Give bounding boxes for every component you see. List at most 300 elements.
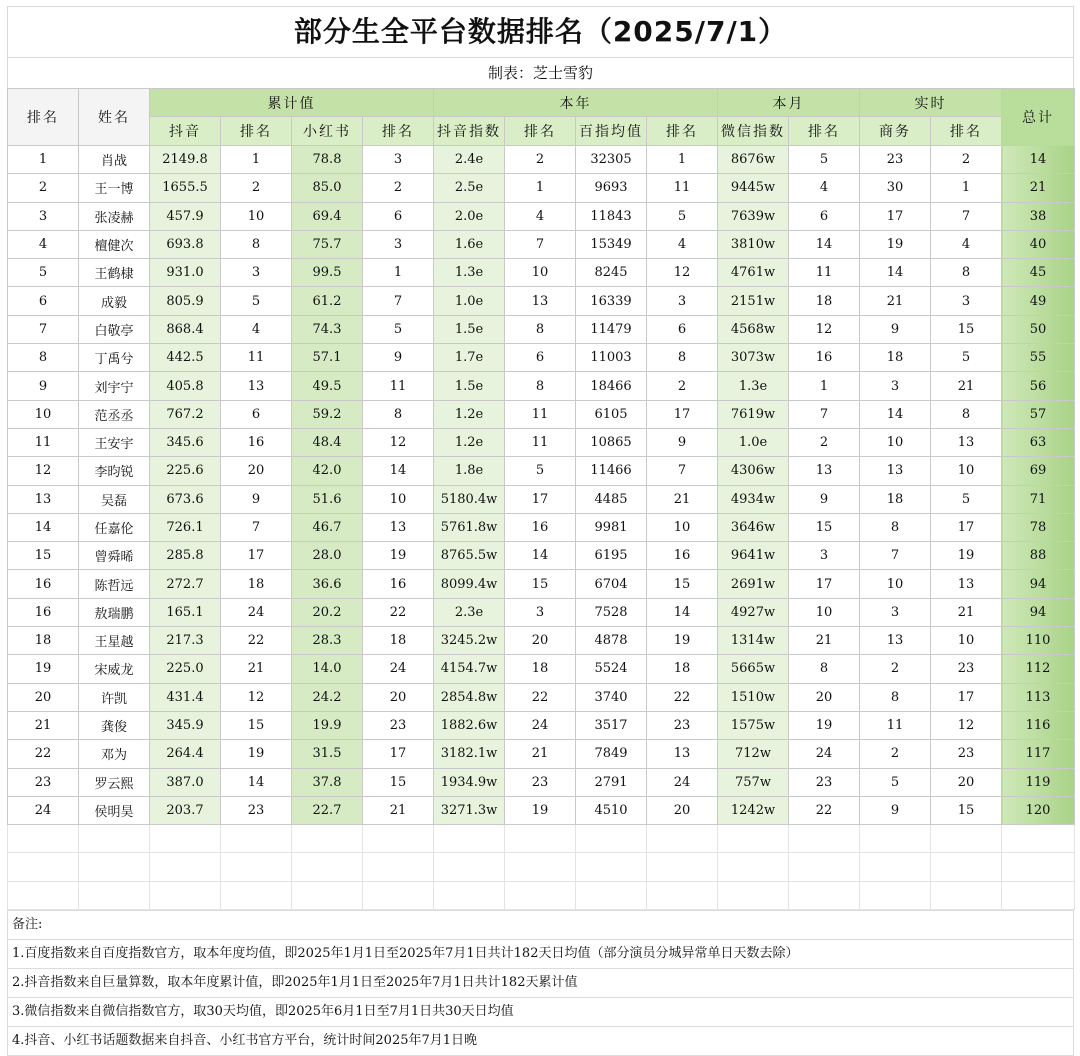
cell-business-rank: 8 (931, 259, 1002, 287)
cell-baidu-rank: 10 (647, 513, 718, 541)
cell-rank: 15 (8, 542, 79, 570)
cell-name: 吴磊 (79, 485, 150, 513)
cell-douyin-rank: 13 (221, 372, 292, 400)
cell-douyin: 345.6 (150, 428, 221, 456)
cell-baidu-avg: 32305 (576, 146, 647, 174)
cell-baidu-avg: 18466 (576, 372, 647, 400)
cell-name: 邓为 (79, 740, 150, 768)
cell-baidu-rank: 1 (647, 146, 718, 174)
cell-douyin: 868.4 (150, 315, 221, 343)
cell-baidu-avg: 3740 (576, 683, 647, 711)
cell-xiaohongshu-rank: 14 (363, 457, 434, 485)
cell-xiaohongshu-rank: 19 (363, 542, 434, 570)
cell-baidu-rank: 11 (647, 174, 718, 202)
cell-xiaohongshu-rank: 18 (363, 627, 434, 655)
cell-douyin-index-rank: 3 (505, 598, 576, 626)
cell-wechat-index: 1314w (718, 627, 789, 655)
cell-douyin-index-rank: 19 (505, 796, 576, 824)
header-name: 姓名 (79, 89, 150, 146)
cell-xiaohongshu-rank: 3 (363, 230, 434, 258)
cell-douyin-rank: 2 (221, 174, 292, 202)
cell-rank: 19 (8, 655, 79, 683)
cell-douyin: 1655.5 (150, 174, 221, 202)
cell-douyin-rank: 24 (221, 598, 292, 626)
cell-douyin-index-rank: 11 (505, 428, 576, 456)
cell-douyin-index-rank: 2 (505, 146, 576, 174)
cell-baidu-rank: 22 (647, 683, 718, 711)
cell-total: 57 (1002, 400, 1075, 428)
cell-wechat-index: 4568w (718, 315, 789, 343)
cell-name: 任嘉伦 (79, 513, 150, 541)
table-row (8, 287, 1075, 315)
cell-douyin: 431.4 (150, 683, 221, 711)
cell-wechat-rank: 7 (789, 400, 860, 428)
cell-wechat-index: 3810w (718, 230, 789, 258)
cell-douyin-rank: 8 (221, 230, 292, 258)
table-row (8, 598, 1075, 626)
cell-business: 17 (860, 202, 931, 230)
cell-xiaohongshu-rank: 15 (363, 768, 434, 796)
cell-douyin: 405.8 (150, 372, 221, 400)
cell-baidu-rank: 18 (647, 655, 718, 683)
table-row (8, 344, 1075, 372)
cell-name: 龚俊 (79, 711, 150, 739)
cell-douyin: 805.9 (150, 287, 221, 315)
cell-business: 9 (860, 315, 931, 343)
cell-rank: 11 (8, 428, 79, 456)
cell-business: 30 (860, 174, 931, 202)
cell-xiaohongshu: 69.4 (292, 202, 363, 230)
cell-douyin-rank: 17 (221, 542, 292, 570)
cell-douyin-index-rank: 1 (505, 174, 576, 202)
cell-rank: 9 (8, 372, 79, 400)
cell-douyin-index-rank: 21 (505, 740, 576, 768)
cell-total: 119 (1002, 768, 1075, 796)
cell-xiaohongshu: 14.0 (292, 655, 363, 683)
cell-baidu-rank: 5 (647, 202, 718, 230)
cell-douyin-index: 2854.8w (434, 683, 505, 711)
cell-rank: 2 (8, 174, 79, 202)
cell-business-rank: 13 (931, 570, 1002, 598)
cell-total: 78 (1002, 513, 1075, 541)
cell-xiaohongshu: 51.6 (292, 485, 363, 513)
cell-wechat-index: 9445w (718, 174, 789, 202)
cell-douyin-index: 1.8e (434, 457, 505, 485)
cell-xiaohongshu: 61.2 (292, 287, 363, 315)
cell-rank: 4 (8, 230, 79, 258)
cell-name: 许凯 (79, 683, 150, 711)
cell-douyin-index-rank: 13 (505, 287, 576, 315)
cell-xiaohongshu: 74.3 (292, 315, 363, 343)
cell-baidu-avg: 4878 (576, 627, 647, 655)
cell-douyin-index: 5761.8w (434, 513, 505, 541)
cell-wechat-rank: 20 (789, 683, 860, 711)
cell-xiaohongshu: 37.8 (292, 768, 363, 796)
cell-xiaohongshu: 57.1 (292, 344, 363, 372)
cell-wechat-rank: 2 (789, 428, 860, 456)
cell-xiaohongshu-rank: 6 (363, 202, 434, 230)
cell-douyin-index-rank: 8 (505, 315, 576, 343)
cell-business-rank: 15 (931, 796, 1002, 824)
cell-total: 45 (1002, 259, 1075, 287)
ranking-sheet (7, 6, 1074, 1056)
table-row (8, 485, 1075, 513)
cell-wechat-rank: 23 (789, 768, 860, 796)
table-row (8, 542, 1075, 570)
cell-total: 56 (1002, 372, 1075, 400)
cell-baidu-rank: 19 (647, 627, 718, 655)
cell-wechat-index: 5665w (718, 655, 789, 683)
cell-business-rank: 7 (931, 202, 1002, 230)
cell-wechat-rank: 16 (789, 344, 860, 372)
cell-baidu-rank: 20 (647, 796, 718, 824)
cell-wechat-rank: 18 (789, 287, 860, 315)
cell-baidu-avg: 2791 (576, 768, 647, 796)
cell-wechat-index: 7639w (718, 202, 789, 230)
header-baidu-avg: 百指均值 (576, 117, 647, 146)
cell-douyin: 2149.8 (150, 146, 221, 174)
cell-total: 120 (1002, 796, 1075, 824)
table-row (8, 796, 1075, 824)
cell-douyin-index-rank: 17 (505, 485, 576, 513)
cell-douyin-index-rank: 24 (505, 711, 576, 739)
cell-rank: 13 (8, 485, 79, 513)
cell-douyin: 726.1 (150, 513, 221, 541)
cell-name: 王星越 (79, 627, 150, 655)
cell-total: 69 (1002, 457, 1075, 485)
header-rank-business: 排名 (931, 117, 1002, 146)
cell-douyin-index: 4154.7w (434, 655, 505, 683)
cell-wechat-rank: 1 (789, 372, 860, 400)
cell-baidu-rank: 16 (647, 542, 718, 570)
cell-wechat-index: 1575w (718, 711, 789, 739)
cell-business-rank: 17 (931, 513, 1002, 541)
table-row (8, 683, 1075, 711)
cell-name: 范丞丞 (79, 400, 150, 428)
header-rank-wechat: 排名 (789, 117, 860, 146)
cell-xiaohongshu: 22.7 (292, 796, 363, 824)
table-row (8, 711, 1075, 739)
cell-douyin-index-rank: 22 (505, 683, 576, 711)
cell-douyin: 931.0 (150, 259, 221, 287)
cell-douyin-rank: 18 (221, 570, 292, 598)
cell-name: 王安宇 (79, 428, 150, 456)
header-xiaohongshu: 小红书 (292, 117, 363, 146)
cell-douyin-index-rank: 5 (505, 457, 576, 485)
cell-douyin-index: 1.5e (434, 315, 505, 343)
cell-business-rank: 23 (931, 655, 1002, 683)
cell-baidu-rank: 15 (647, 570, 718, 598)
header-group-month: 本月 (718, 89, 860, 117)
cell-baidu-avg: 3517 (576, 711, 647, 739)
cell-baidu-avg: 4510 (576, 796, 647, 824)
cell-baidu-avg: 11466 (576, 457, 647, 485)
cell-business: 8 (860, 513, 931, 541)
cell-douyin-rank: 16 (221, 428, 292, 456)
cell-name: 罗云熙 (79, 768, 150, 796)
cell-business-rank: 10 (931, 457, 1002, 485)
cell-business-rank: 21 (931, 372, 1002, 400)
cell-business: 21 (860, 287, 931, 315)
cell-business: 3 (860, 598, 931, 626)
cell-wechat-index: 4761w (718, 259, 789, 287)
cell-xiaohongshu: 31.5 (292, 740, 363, 768)
cell-xiaohongshu-rank: 17 (363, 740, 434, 768)
cell-rank: 3 (8, 202, 79, 230)
cell-business-rank: 21 (931, 598, 1002, 626)
cell-name: 丁禹兮 (79, 344, 150, 372)
cell-name: 李昀锐 (79, 457, 150, 485)
cell-business-rank: 5 (931, 485, 1002, 513)
header-douyin: 抖音 (150, 117, 221, 146)
cell-douyin: 217.3 (150, 627, 221, 655)
cell-total: 112 (1002, 655, 1075, 683)
cell-xiaohongshu: 49.5 (292, 372, 363, 400)
cell-name: 曾舜晞 (79, 542, 150, 570)
cell-business: 9 (860, 796, 931, 824)
cell-xiaohongshu-rank: 10 (363, 485, 434, 513)
cell-wechat-rank: 22 (789, 796, 860, 824)
cell-business-rank: 13 (931, 428, 1002, 456)
cell-rank: 7 (8, 315, 79, 343)
note-2: 2.抖音指数来自巨量算数，取本年度累计值，即2025年1月1日至2025年7月1日共计182天累计值 (7, 969, 1074, 998)
cell-douyin: 345.9 (150, 711, 221, 739)
cell-douyin-index: 3182.1w (434, 740, 505, 768)
cell-wechat-index: 1.3e (718, 372, 789, 400)
cell-douyin-index: 1.5e (434, 372, 505, 400)
cell-business-rank: 12 (931, 711, 1002, 739)
header-rank-baidu: 排名 (647, 117, 718, 146)
cell-baidu-avg: 5524 (576, 655, 647, 683)
cell-xiaohongshu-rank: 5 (363, 315, 434, 343)
notes-heading: 备注: (7, 910, 1074, 940)
cell-baidu-rank: 9 (647, 428, 718, 456)
cell-wechat-index: 1242w (718, 796, 789, 824)
cell-business: 3 (860, 372, 931, 400)
cell-rank: 6 (8, 287, 79, 315)
cell-xiaohongshu-rank: 16 (363, 570, 434, 598)
cell-douyin: 693.8 (150, 230, 221, 258)
table-row (8, 570, 1075, 598)
cell-wechat-rank: 24 (789, 740, 860, 768)
cell-total: 94 (1002, 570, 1075, 598)
cell-douyin-rank: 4 (221, 315, 292, 343)
cell-business-rank: 15 (931, 315, 1002, 343)
cell-baidu-avg: 8245 (576, 259, 647, 287)
header-rank-douyin-index: 排名 (505, 117, 576, 146)
cell-douyin-index: 1.0e (434, 287, 505, 315)
cell-douyin-index: 8099.4w (434, 570, 505, 598)
cell-total: 94 (1002, 598, 1075, 626)
cell-baidu-rank: 21 (647, 485, 718, 513)
notes (7, 910, 1074, 1056)
cell-name: 陈哲远 (79, 570, 150, 598)
cell-rank: 20 (8, 683, 79, 711)
cell-wechat-rank: 12 (789, 315, 860, 343)
cell-douyin-index: 2.3e (434, 598, 505, 626)
header-total: 总计 (1002, 89, 1075, 146)
cell-name: 王鹤棣 (79, 259, 150, 287)
cell-douyin-index: 1.6e (434, 230, 505, 258)
cell-douyin-index-rank: 11 (505, 400, 576, 428)
cell-business: 5 (860, 768, 931, 796)
cell-total: 50 (1002, 315, 1075, 343)
table-row (8, 400, 1075, 428)
cell-business-rank: 17 (931, 683, 1002, 711)
cell-xiaohongshu-rank: 22 (363, 598, 434, 626)
cell-business-rank: 19 (931, 542, 1002, 570)
cell-business-rank: 10 (931, 627, 1002, 655)
cell-douyin-index-rank: 14 (505, 542, 576, 570)
cell-wechat-rank: 10 (789, 598, 860, 626)
cell-douyin: 387.0 (150, 768, 221, 796)
cell-rank: 24 (8, 796, 79, 824)
cell-xiaohongshu: 85.0 (292, 174, 363, 202)
cell-name: 成毅 (79, 287, 150, 315)
cell-douyin-rank: 15 (221, 711, 292, 739)
cell-rank: 22 (8, 740, 79, 768)
cell-wechat-index: 4306w (718, 457, 789, 485)
cell-business-rank: 5 (931, 344, 1002, 372)
cell-xiaohongshu-rank: 11 (363, 372, 434, 400)
cell-douyin-rank: 9 (221, 485, 292, 513)
cell-wechat-rank: 8 (789, 655, 860, 683)
cell-business: 10 (860, 428, 931, 456)
cell-xiaohongshu-rank: 8 (363, 400, 434, 428)
cell-douyin: 272.7 (150, 570, 221, 598)
cell-name: 王一博 (79, 174, 150, 202)
cell-name: 宋威龙 (79, 655, 150, 683)
cell-douyin: 225.6 (150, 457, 221, 485)
header-rank: 排名 (8, 89, 79, 146)
cell-rank: 10 (8, 400, 79, 428)
cell-business: 18 (860, 344, 931, 372)
cell-business-rank: 4 (931, 230, 1002, 258)
cell-douyin-index: 1.2e (434, 400, 505, 428)
cell-business: 19 (860, 230, 931, 258)
cell-baidu-rank: 13 (647, 740, 718, 768)
ranking-table (7, 88, 1075, 910)
cell-douyin-index-rank: 4 (505, 202, 576, 230)
cell-xiaohongshu-rank: 24 (363, 655, 434, 683)
cell-baidu-rank: 12 (647, 259, 718, 287)
cell-name: 张凌赫 (79, 202, 150, 230)
cell-xiaohongshu-rank: 21 (363, 796, 434, 824)
cell-total: 113 (1002, 683, 1075, 711)
cell-business-rank: 1 (931, 174, 1002, 202)
cell-douyin-rank: 12 (221, 683, 292, 711)
cell-wechat-index: 1.0e (718, 428, 789, 456)
table-row (8, 513, 1075, 541)
cell-xiaohongshu-rank: 2 (363, 174, 434, 202)
cell-douyin-rank: 19 (221, 740, 292, 768)
cell-xiaohongshu-rank: 9 (363, 344, 434, 372)
table-body (8, 146, 1075, 825)
cell-douyin: 165.1 (150, 598, 221, 626)
cell-douyin: 225.0 (150, 655, 221, 683)
cell-baidu-avg: 7849 (576, 740, 647, 768)
empty-rows (8, 825, 1075, 910)
cell-douyin-index-rank: 15 (505, 570, 576, 598)
cell-douyin-index-rank: 20 (505, 627, 576, 655)
cell-baidu-rank: 23 (647, 711, 718, 739)
cell-rank: 18 (8, 627, 79, 655)
cell-baidu-rank: 6 (647, 315, 718, 343)
cell-total: 21 (1002, 174, 1075, 202)
cell-baidu-avg: 6105 (576, 400, 647, 428)
cell-total: 49 (1002, 287, 1075, 315)
table-row (8, 627, 1075, 655)
cell-baidu-avg: 16339 (576, 287, 647, 315)
cell-baidu-avg: 9981 (576, 513, 647, 541)
cell-baidu-avg: 6195 (576, 542, 647, 570)
cell-business: 13 (860, 627, 931, 655)
cell-xiaohongshu: 24.2 (292, 683, 363, 711)
cell-douyin-rank: 23 (221, 796, 292, 824)
cell-business: 11 (860, 711, 931, 739)
cell-douyin-rank: 5 (221, 287, 292, 315)
cell-xiaohongshu: 46.7 (292, 513, 363, 541)
header-group-cumulative: 累计值 (150, 89, 434, 117)
cell-douyin: 457.9 (150, 202, 221, 230)
cell-wechat-rank: 11 (789, 259, 860, 287)
header-rank-xiaohongshu: 排名 (363, 117, 434, 146)
cell-wechat-rank: 21 (789, 627, 860, 655)
cell-total: 40 (1002, 230, 1075, 258)
table-row (8, 230, 1075, 258)
cell-total: 14 (1002, 146, 1075, 174)
cell-business: 23 (860, 146, 931, 174)
cell-wechat-index: 7619w (718, 400, 789, 428)
cell-total: 63 (1002, 428, 1075, 456)
cell-baidu-avg: 11843 (576, 202, 647, 230)
cell-douyin-index-rank: 7 (505, 230, 576, 258)
header-rank-douyin: 排名 (221, 117, 292, 146)
cell-wechat-rank: 9 (789, 485, 860, 513)
cell-wechat-index: 2151w (718, 287, 789, 315)
cell-xiaohongshu-rank: 3 (363, 146, 434, 174)
cell-business-rank: 23 (931, 740, 1002, 768)
cell-business: 14 (860, 400, 931, 428)
cell-wechat-index: 4934w (718, 485, 789, 513)
cell-douyin-index: 2.4e (434, 146, 505, 174)
cell-business-rank: 2 (931, 146, 1002, 174)
cell-wechat-index: 9641w (718, 542, 789, 570)
cell-xiaohongshu-rank: 20 (363, 683, 434, 711)
cell-douyin-index: 1.7e (434, 344, 505, 372)
cell-total: 55 (1002, 344, 1075, 372)
cell-business-rank: 3 (931, 287, 1002, 315)
cell-rank: 5 (8, 259, 79, 287)
table-row (8, 315, 1075, 343)
cell-xiaohongshu-rank: 12 (363, 428, 434, 456)
cell-wechat-rank: 4 (789, 174, 860, 202)
cell-xiaohongshu: 42.0 (292, 457, 363, 485)
cell-total: 71 (1002, 485, 1075, 513)
cell-douyin-index: 5180.4w (434, 485, 505, 513)
header-business: 商务 (860, 117, 931, 146)
table-row (8, 768, 1075, 796)
cell-wechat-index: 8676w (718, 146, 789, 174)
cell-douyin-index: 2.0e (434, 202, 505, 230)
cell-rank: 16 (8, 570, 79, 598)
cell-douyin: 264.4 (150, 740, 221, 768)
cell-douyin-rank: 22 (221, 627, 292, 655)
table-row (8, 372, 1075, 400)
header-wechat-index: 微信指数 (718, 117, 789, 146)
cell-baidu-rank: 7 (647, 457, 718, 485)
cell-xiaohongshu: 75.7 (292, 230, 363, 258)
